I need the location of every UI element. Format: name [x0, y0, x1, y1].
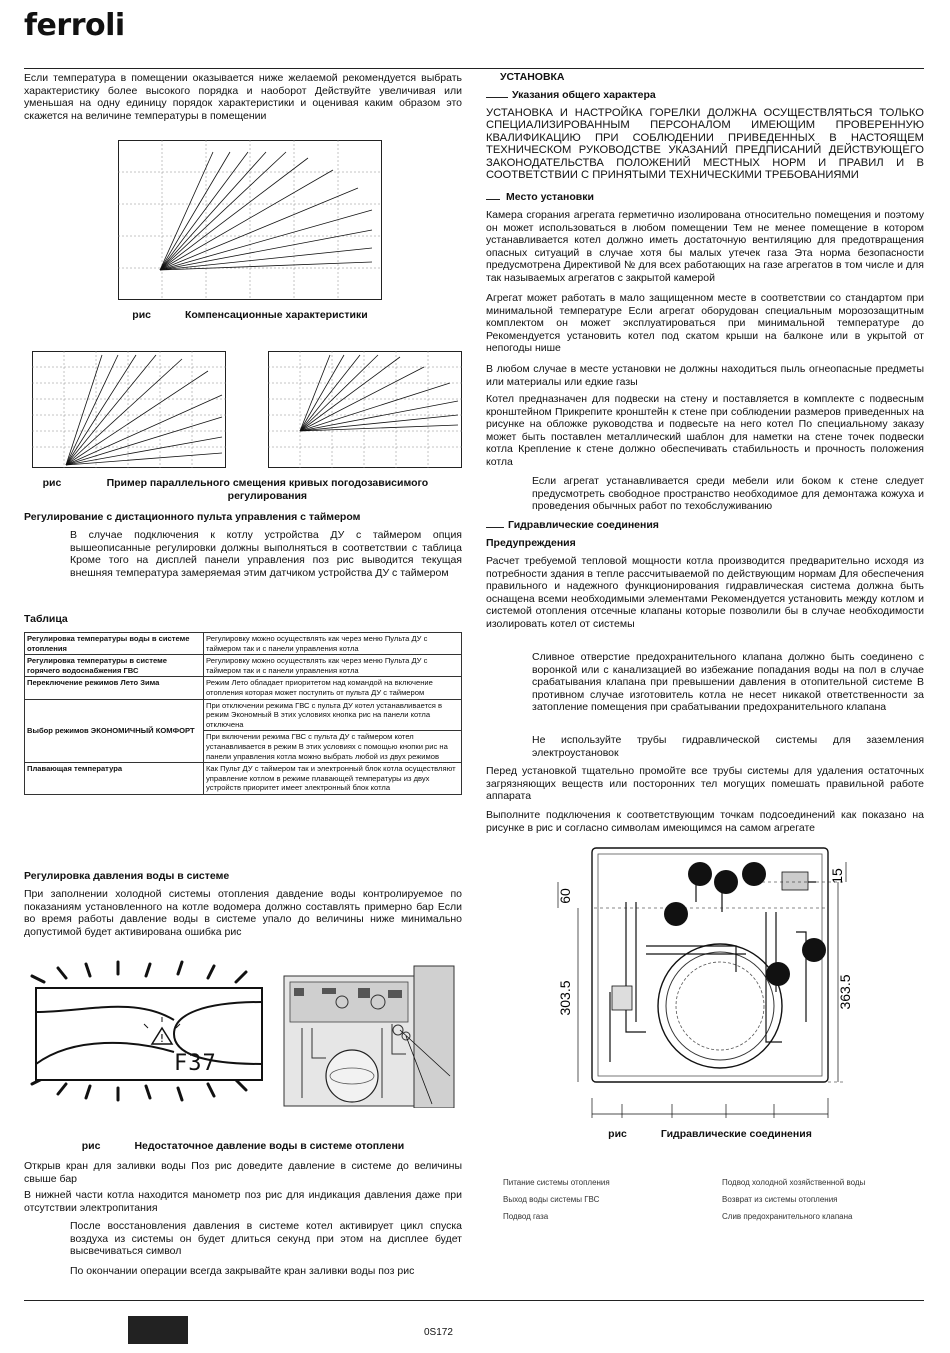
- figure1-title: Компенсационные характеристики: [185, 309, 368, 321]
- legend-item: Выход воды системы ГВС: [503, 1195, 600, 1204]
- table-row: [25, 655, 462, 677]
- dim-60: 60: [557, 888, 573, 904]
- remote-heading: Регулирование с дистационного пульта управления с таймером: [24, 511, 361, 523]
- pressure-text: При заполнении холодной системы отопления давдение воды контролируемое по показаниям установленного на котле водомера должно составлять примерно бар Если во время работы давление воды в системе упало до величины ниже минимально допустимой будет активирована ошибка рис: [24, 888, 462, 938]
- fill-text: Открыв кран для заливки воды Поз рис доведите давление в системе до величины свыше бар: [24, 1160, 462, 1185]
- shift-chart-right: [268, 351, 462, 468]
- warnings-heading: Предупреждения: [486, 537, 576, 549]
- error-display-illustration: [24, 956, 274, 1106]
- legend-item: Подвод холодной хозяйственной воды: [722, 1178, 866, 1187]
- boiler-photo: [282, 958, 462, 1108]
- table-cell-key: Переключение режимов Лето Зима: [25, 677, 204, 699]
- figure1-label: рис: [132, 309, 151, 321]
- remote-settings-table: [24, 632, 462, 795]
- figure1-caption: [118, 309, 382, 322]
- shift-chart-left: [32, 351, 226, 468]
- figure4-caption: [560, 1128, 860, 1141]
- legend-item: Подвод газа: [503, 1212, 549, 1221]
- dim-303-5: 303.5: [557, 980, 573, 1016]
- legend-item: Возврат из системы отопления: [722, 1195, 838, 1204]
- pressure-heading: Регулировка давления воды в системе: [24, 870, 230, 882]
- figure4-label: рис: [608, 1128, 627, 1140]
- table-cell-value: При отключении режима ГВС с пульта ДУ котел устанавливается в режим Экономный В этих условиях кнопка рис на панели котла отключена: [204, 699, 462, 731]
- table-row: [25, 763, 462, 795]
- figure2-label: рис: [42, 477, 62, 489]
- hydro-text-1: Расчет требуемой тепловой мощности котла производится предварительно исходя из потребности здания в тепле рассчитываемой по действующим нормам Для обеспечения правильного и надежного функционирования гидравлическая система должна быть оснащена всеми необходимыми элементами Рекомендуется установить между котлом и системой отопления отсечные клапаны которые позволили бы в случае необходимости изолировать котел от системы: [486, 555, 924, 630]
- figure2-caption: [24, 477, 462, 503]
- table-cell-key: Регулировка температуры в системе горячего водоснабжения ГВС: [25, 655, 204, 677]
- general-heading: Указания общего характера: [486, 89, 924, 101]
- hydro-text-5: Выполните подключения к соответствующим точкам подсоединений как показано на рисунке в рис и согласно символам имеющимся на самом агрегате: [486, 809, 924, 834]
- section-title: УСТАНОВКА: [500, 71, 565, 83]
- brand-logo: ferroli: [24, 8, 125, 43]
- manometer-text: В нижней части котла находится манометр поз рис для индикация давления даже при отсутствии электропитания: [24, 1189, 462, 1214]
- footer-rule: [24, 1300, 924, 1301]
- table-cell-value: Регулировку можно осуществлять как через меню Пульта ДУ с таймером так и с панели управления котла: [204, 633, 462, 655]
- table-cell-value: Регулировку можно осуществлять как через меню Пульта ДУ с таймером так и с панели управления котла: [204, 655, 462, 677]
- table-row: [25, 633, 462, 655]
- table-title: Таблица: [24, 613, 68, 625]
- display-code: F37: [174, 1051, 217, 1076]
- table-cell-key: Плавающая температура: [25, 763, 204, 795]
- place-heading: Место установки: [486, 191, 924, 203]
- place-text-1: Камера сгорания агрегата герметично изолирована относительно помещения и поэтому он может использоваться в любом помещении Тем не менее помещение в котором устанавливается котел должно иметь достаточную вентиляцию для предотвращения опасных ситуаций в случае хотя бы малых утечек газа Эта норма безопасности предусмотрена Директивой № для всех работающих на газе агрегатов в том числе и для так называемых агрегатов с закрытой камерой: [486, 209, 924, 284]
- page-number-block: [128, 1316, 188, 1344]
- hydro-heading: Гидравлические соединения: [486, 519, 924, 531]
- intro-paragraph: Если температура в помещении оказывается ниже желаемой рекомендуется выбрать характеристику более высокого порядка и наоборот Действуйте увеличивая или уменьшая на одну единицу порядок характеристики и оценивая каким образом это скажется на величине температуры в помещении: [24, 72, 462, 122]
- place-text-4: Котел предназначен для подвески на стену и поставляется в комплекте с подвесным кронштейном Прикрепите кронштейн к стене при соблюдении размеров приведенных на рисунке на обложке руководства и подвесьте на него котел По специальному заказу может быть поставлен металлический шаблон для наметки на стене точек подвески котла Крепление к стене должно обеспечивать стабильность и прочность положения котла: [486, 393, 924, 468]
- svg-text:!: !: [159, 1032, 165, 1045]
- legend-item: Питание системы отопления: [503, 1178, 610, 1187]
- table-row: [25, 699, 462, 731]
- header-rule: [24, 68, 924, 69]
- document-code: 0S172: [424, 1327, 453, 1338]
- figure4-title: Гидравлические соединения: [660, 1128, 812, 1140]
- figure2-title: Пример параллельного смещения кривых погодозависимого регулирования: [106, 477, 429, 502]
- hydro-text-3: Не используйте трубы гидравлической системы для заземления электроустановок: [532, 734, 924, 759]
- table-row: [25, 677, 462, 699]
- dim-363-5: 363.5: [837, 974, 853, 1010]
- general-text: УСТАНОВКА И НАСТРОЙКА ГОРЕЛКИ ДОЛЖНА ОСУЩЕСТВЛЯТЬСЯ ТОЛЬКО СПЕЦИАЛИЗИРОВАННЫМ ПЕРСОНАЛОМ ИМЕЮЩИМ ПРОВЕРЕННУЮ КВАЛИФИКАЦИЮ ПРИ СОБЛЮДЕНИИ ПРИВЕДЕННЫХ В НАСТОЯЩЕМ ТЕХНИЧЕСКОМ РУКОВОДСТВЕ УКАЗАНИЙ ПРЕДПИСАНИЙ ДЕЙСТВУЮЩЕГО ЗАКОНОДАТЕЛЬСТВА ПОЛОЖЕНИЙ МЕСТНЫХ НОРМ И ПРАВИЛ И В СООТВЕТСТВИИ С ПРИНЯТЫМИ ТЕХНИЧЕСКИМИ ТРЕБОВАНИЯМИ: [486, 107, 924, 182]
- table-cell-value: При включении режима ГВС с пульта ДУ с таймером котел устанавливается в режим В этих условиях с помощью кнопки рис на панели управления котла можно выбрать любой из двух режимов: [204, 731, 462, 763]
- table-cell-key: Регулировка температуры воды в системе отопления: [25, 633, 204, 655]
- legend-item: Слив предохранительного клапана: [722, 1212, 853, 1221]
- remote-text: В случае подключения к котлу устройства ДУ с таймером опция вышеописанные регулировки должны выполняться в соответствии с таблица Кроме того на дисплей панели управления поз рис выводится текущая внешняя температура замеряемая этим датчиком устройства ДУ с таймером: [70, 529, 462, 579]
- hydro-text-4: Перед установкой тщательно промойте все трубы системы для удаления остаточных загрязняющих веществ или посторонних тел могущих помешать правильной работе аппарата: [486, 765, 924, 803]
- table-cell-key: Выбор режимов ЭКОНОМИЧНЫЙ КОМФОРТ: [25, 699, 204, 763]
- table-cell-value: Режим Лето обладает приоритетом над командой на включение отопления которая может поступить от пульта ДУ с таймером: [204, 677, 462, 699]
- compensation-curves-chart: [118, 140, 382, 300]
- place-text-5: Если агрегат устанавливается среди мебели или боком к стене следует предусмотреть свободное пространство необходимое для демонтажа кожуха и проведения обычных работ по техобслуживанию: [532, 475, 924, 513]
- close-text: По окончании операции всегда закрывайте кран заливки воды поз рис: [70, 1265, 415, 1277]
- table-cell-value: Как Пульт ДУ с таймером так и электронный блок котла осуществляют управление котлом в режиме плавающей температуры из двух устройств приоритет имеет электронный блок котла: [204, 763, 462, 795]
- place-text-2: Агрегат может работать в мало защищенном месте в соответствии со стандартом при минимальной температуре Если агрегат оборудован специальным морозозащитным комплектом он может эксплуатироваться при минимальной температуре до Рекомендуется установить котел под скатом крыши на балконе или в укрытой от непогоды нише: [486, 292, 924, 355]
- figure3-label: рис: [81, 1140, 101, 1152]
- restore-text: После восстановления давления в системе котел активирует цикл спуска воздуха из системы он будет длиться секунд при этом на дисплее будет высвечиваться символ: [70, 1220, 462, 1258]
- figure3-caption: [24, 1140, 462, 1153]
- dim-15: 15: [829, 868, 845, 884]
- hydro-text-2: Сливное отверстие предохранительного клапана должно быть соединено с воронкой или с канализацией во избежание попадания воды на пол в случае срабатывания клапана при превышении давления в отопительной системе В противном случае изготовитель котла не несет никакой ответственности за затопление помещения при срабатывании предохранительного клапана: [532, 651, 924, 714]
- hydraulic-connections-drawing: [546, 842, 866, 1124]
- legend-left: [503, 1174, 713, 1225]
- place-text-3: В любом случае в месте установки не должны находиться пыль огнеопасные предметы или материалы или едкие газы: [486, 363, 924, 388]
- figure3-title: Недостаточное давление воды в системе отоплени: [134, 1140, 405, 1152]
- legend-right: [722, 1174, 922, 1225]
